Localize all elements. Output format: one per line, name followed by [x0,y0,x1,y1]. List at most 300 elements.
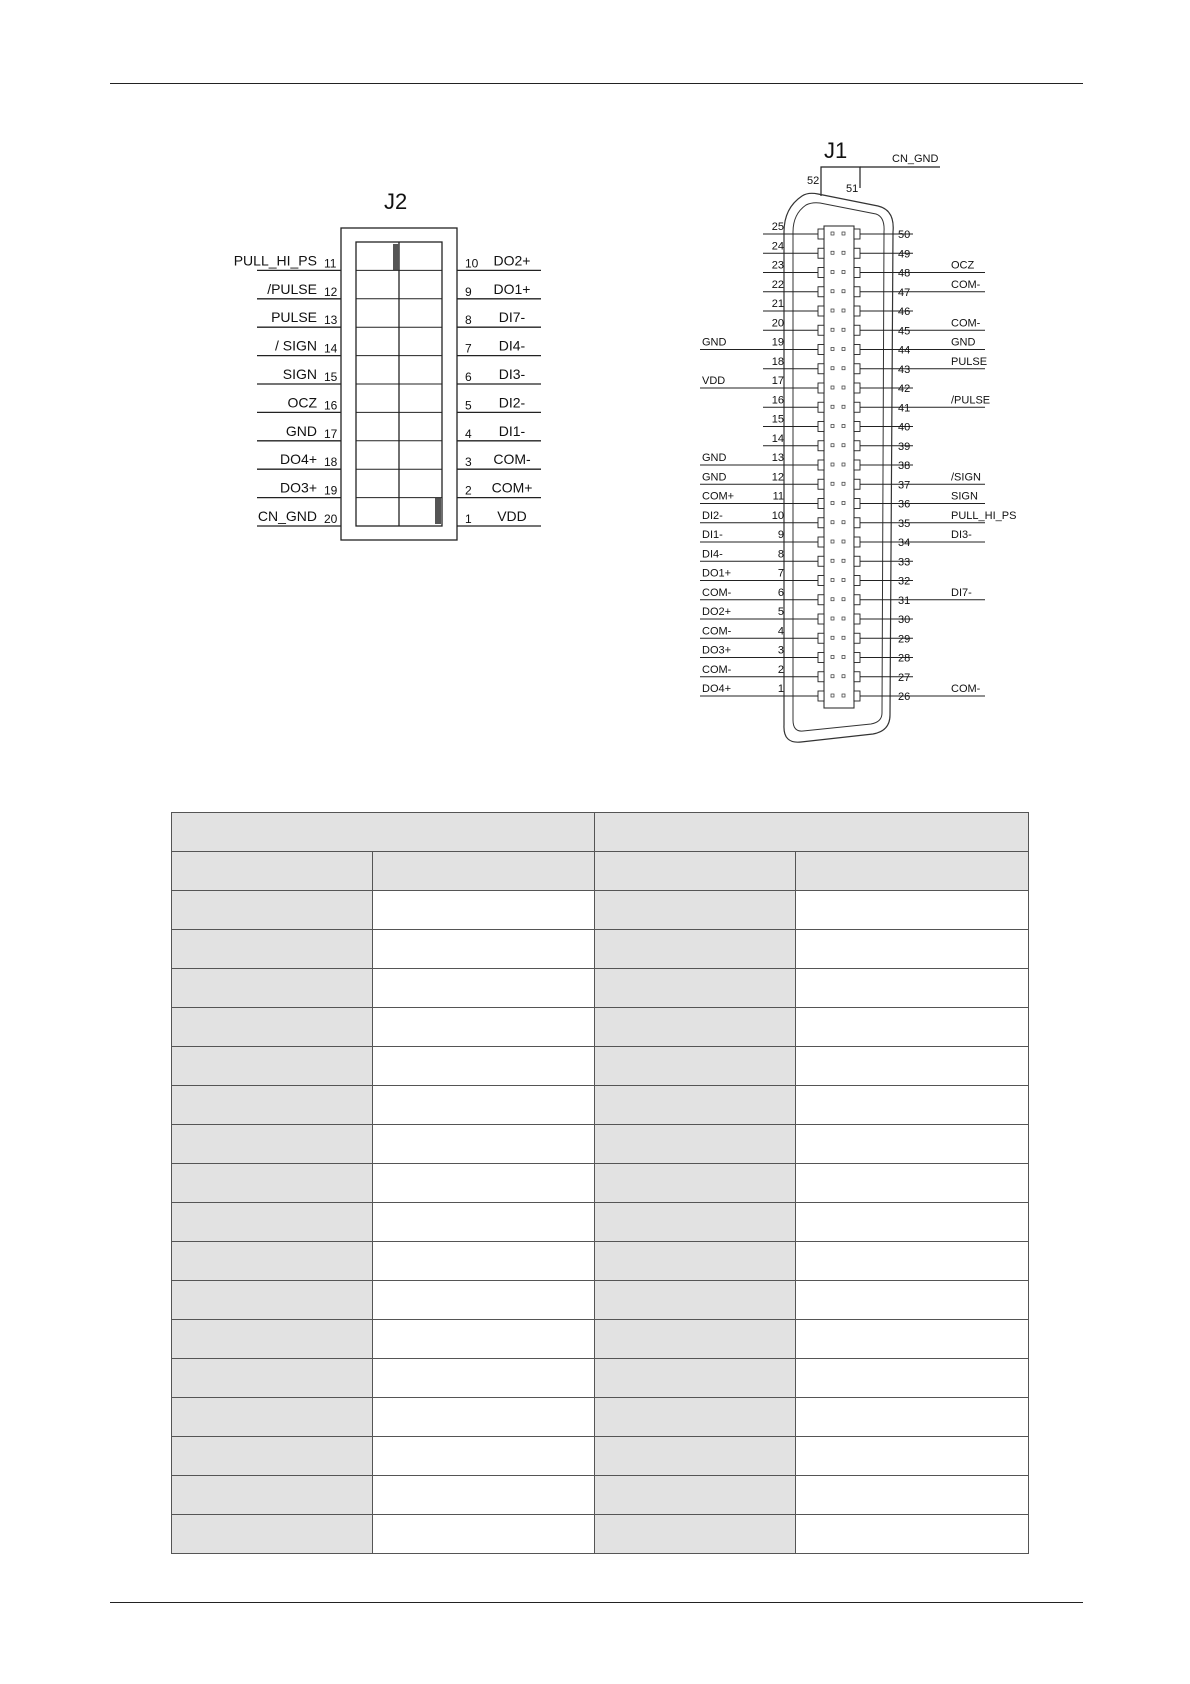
table-cell [796,1125,1029,1164]
table-cell [373,1047,595,1086]
j1-contact [818,345,824,355]
j1-pin-number: 10 [771,509,784,522]
table-cell [595,1437,796,1476]
table-cell [595,930,796,969]
j1-pin-number: 7 [777,567,784,580]
j2-pin-20 [257,508,341,526]
j1-shell-outer [784,193,893,742]
j1-pin-number: 36 [898,498,911,511]
j1-contact [854,653,860,663]
j1-pin-number: 37 [898,479,911,492]
j1-pin-name: PULL_HI_PS [951,509,1017,522]
table-cell [373,1476,595,1515]
table-cell [595,1398,796,1437]
table-cell [796,891,1029,930]
j1-pin-number: 42 [898,383,911,395]
j1-pin-name: COM- [951,278,981,291]
j1-pin-2 [700,664,834,682]
j1-contact-dot [831,540,834,543]
table-row [172,1047,1029,1086]
j1-pin-number: 15 [771,413,784,426]
table-cell [172,1008,373,1047]
j2-right-pins [457,252,541,526]
j1-pin-name: /SIGN [951,471,981,484]
table-cell [796,930,1029,969]
table-row [172,1515,1029,1554]
j1-pin-6 [700,587,834,605]
table-cell [373,1320,595,1359]
j1-pin-7 [700,568,834,586]
j1-contact-dot [831,232,834,235]
j1-contact [854,672,860,682]
j1-pin-23 [763,260,834,278]
j1-pin-24 [763,240,834,258]
table-column-header [172,852,373,891]
j1-pin-number: 13 [771,452,784,464]
pinout-diagram [0,0,1190,800]
j1-contact [854,595,860,605]
j1-pin-number: 48 [898,267,911,280]
j1-pin-25 [763,221,834,239]
table-cell [373,930,595,969]
table-cell [172,1359,373,1398]
j2-pin-name: DI3- [498,366,526,382]
table-cell [796,1515,1029,1554]
j1-contact [854,499,860,509]
j1-contact-dot [842,328,845,331]
j1-pin-49 [842,248,913,260]
j1-contact [854,383,860,393]
table-cell [373,1008,595,1047]
j1-pin-number: 30 [898,614,911,626]
j1-pin-number: 31 [898,594,911,607]
table-row [172,1437,1029,1476]
j1-pin-name: DI3- [951,529,972,541]
j2-pin-3 [457,451,541,469]
j1-contact [818,287,824,297]
j1-contact-dot [842,559,845,562]
j1-pin-35 [842,510,1016,530]
j1-pin-name: COM- [702,663,732,676]
j1-pin-number: 25 [771,221,784,233]
j1-pin-name: DO3+ [702,644,732,657]
j1-contact [854,287,860,297]
j1-pin-11 [700,491,834,509]
j1-pin-name: OCZ [951,259,975,272]
j1-pin-number: 6 [777,586,784,599]
table-cell [373,1203,595,1242]
table-cell [172,1203,373,1242]
j1-pin-name: VDD [702,375,726,387]
j2-pin-17 [257,423,442,441]
j2-pin-name: COM+ [491,479,533,496]
j2-pin-name: PULL_HI_PS [233,252,317,269]
j2-connector [234,189,541,540]
j1-pin-number: 34 [898,537,911,549]
j1-pin-number: 12 [771,471,784,484]
j1-contact [854,633,860,643]
j1-contact [818,325,824,335]
j1-contact-dot [842,540,845,543]
j1-pin-name: COM- [951,317,981,330]
j1-pin-name: GND [702,452,727,464]
j2-pin-name: /PULSE [267,280,317,297]
j1-pin-name: /PULSE [951,394,991,407]
table-cell [172,1515,373,1554]
j1-contact-dot [831,617,834,620]
j1-pin-34 [842,529,985,549]
j1-contact-dot [842,367,845,370]
j1-contact-dot [831,482,834,485]
j1-pin-name: GND [702,336,727,349]
j1-pin-30 [842,614,913,626]
table-column-header [595,852,796,891]
j1-contact-dot [842,617,845,620]
j2-pin-number: 10 [465,256,479,271]
j1-contact-dot [831,271,834,274]
j1-contact [818,229,824,239]
j2-pin-8 [457,309,541,327]
j1-pin-number: 40 [898,421,911,434]
j1-contact-dot [842,675,845,678]
j2-pin-13 [257,309,442,327]
j1-contact-dot [831,675,834,678]
j2-pin-number: 19 [324,483,338,498]
j1-contact-dot [831,636,834,639]
table-cell [373,1437,595,1476]
j2-pin-6 [457,366,541,384]
j1-contact [818,633,824,643]
j1-contact [818,364,824,374]
j1-contact [854,556,860,566]
j1-pin-number: 8 [777,548,784,561]
j1-pin-number: 28 [898,652,911,665]
table-row [172,1281,1029,1320]
table-cell [796,1164,1029,1203]
j1-pin-12 [700,471,834,489]
table-cell [796,1398,1029,1437]
table-cell [796,1359,1029,1398]
j2-pin-18 [257,451,442,469]
j1-contact-dot [842,482,845,485]
j1-contact [818,576,824,586]
j2-pin-number: 20 [324,512,338,526]
j2-pin-10 [457,252,541,270]
j1-contact [854,441,860,451]
j1-pin-name: COM- [702,586,732,599]
table-column-header-row [172,852,1029,891]
j2-pin-number: 12 [324,284,338,299]
j1-contact [818,441,824,451]
j2-pin-name: DO1+ [493,280,531,297]
j1-pin-number: 2 [777,663,784,676]
table-cell [595,1320,796,1359]
j1-contact [818,268,824,278]
table-cell [373,1164,595,1203]
table-cell [172,1242,373,1281]
j1-contact [818,422,824,432]
j1-contact [854,325,860,335]
j1-pin-19 [700,337,834,355]
j2-pin-number: 3 [465,455,472,470]
table-cell [595,1164,796,1203]
j1-pin-number: 19 [771,336,784,349]
j1-pin-16 [763,394,834,412]
j1-contact [854,614,860,624]
j2-pin-name: DO4+ [280,451,317,468]
j1-contact-dot [842,232,845,235]
j1-contact [854,364,860,374]
j2-pin-19 [257,480,442,498]
j1-pin-number: 46 [898,306,911,318]
j1-contact-dot [842,386,845,389]
j2-left-pins [234,252,442,526]
j1-pin-number: 44 [898,344,911,357]
j1-contact-dot [842,579,845,582]
j2-pin-7 [457,338,541,356]
table-cell [373,1281,595,1320]
j1-pin-13 [700,452,834,470]
j1-pin-26 [842,683,985,703]
table-row [172,1125,1029,1164]
table-cell [172,1047,373,1086]
j1-contact-dot [831,579,834,582]
j2-pin-number: 2 [465,483,472,498]
j1-contact-dot [842,521,845,524]
table-cell [595,1047,796,1086]
j1-contact-dot [842,309,845,312]
table-cell [595,1203,796,1242]
j1-pin-9 [700,529,834,547]
bottom-rule [110,1602,1083,1603]
j1-pin-45 [842,317,985,337]
j1-contact [818,499,824,509]
j1-pin-name: DO4+ [702,683,732,695]
j1-pin-27 [842,672,913,684]
j1-contact-dot [831,656,834,659]
j1-contact-dot [842,598,845,601]
j1-pin-8 [700,548,834,566]
table-cell [796,1242,1029,1281]
j1-pin-number: 14 [771,432,784,445]
table-cell [796,969,1029,1008]
j1-pin-29 [842,633,913,645]
j2-pin-name: DO3+ [280,479,317,496]
table-cell [373,1242,595,1281]
table-cell [796,1281,1029,1320]
j1-pin-28 [842,653,913,665]
j1-contact-dot [831,694,834,697]
pin-assignment-table [171,812,1029,1554]
j1-pin-number: 5 [777,606,784,618]
j1-pin-number: 21 [771,298,784,310]
table-row [172,930,1029,969]
j2-pin-number: 18 [324,455,338,470]
j2-pin-5 [457,394,541,412]
j1-pin-3 [700,645,834,663]
j1-pin-name: DI7- [951,586,972,599]
table-cell [595,969,796,1008]
j2-pin-name: DI4- [498,337,526,354]
table-cell [796,1437,1029,1476]
j1-connector [700,138,1016,742]
j1-pin-number: 11 [772,490,784,503]
j1-contact-dot [831,502,834,505]
j1-contact-dot [842,444,845,447]
j1-pin-33 [842,556,913,568]
table-row [172,1164,1029,1203]
j2-pin-name: GND [285,422,317,439]
j1-pin-48 [842,260,985,280]
j1-pin-number: 39 [898,440,911,453]
table-cell [172,1437,373,1476]
j1-pin-15 [763,414,834,432]
j2-pin-number: 8 [465,313,472,328]
j1-contact-dot [831,367,834,370]
j1-pin-name: COM- [702,625,732,638]
j1-pin-name: DI4- [702,548,723,561]
j2-pin-name: DO2+ [493,252,531,269]
j1-contact-dot [831,425,834,428]
j1-contact-dot [831,386,834,389]
table-cell [172,1125,373,1164]
table-row [172,891,1029,930]
j2-pin-number: 6 [465,370,472,384]
j1-pin-number: 35 [898,517,911,530]
j2-pin-number: 4 [465,426,472,441]
j1-pin-number: 33 [898,556,911,569]
j2-pin-name: COM- [493,451,531,468]
table-cell [373,1086,595,1125]
j2-pin-number: 7 [465,341,472,356]
j1-pin-number: 16 [771,394,784,407]
table-column-header [796,852,1029,891]
j1-right-pins [842,229,1016,703]
j1-pin-21 [763,298,834,316]
table-cell [595,1281,796,1320]
j1-contact [818,537,824,547]
table-cell [796,1203,1029,1242]
table-cell [595,1359,796,1398]
j1-contact [854,402,860,412]
table-cell [172,1476,373,1515]
j1-pin-number: 22 [771,278,784,291]
j1-contact [854,518,860,528]
j1-pin-name: SIGN [951,490,978,503]
j2-pin-15 [257,366,442,384]
table-cell [172,891,373,930]
j1-pin-42 [842,383,913,395]
j1-contact [818,595,824,605]
j1-pin-number: 47 [898,286,911,299]
j2-pin-number: 11 [324,256,337,271]
j1-contact-dot [831,348,834,351]
j1-pin-14 [763,433,834,451]
table-cell [595,1008,796,1047]
j1-contact [854,248,860,258]
table-cell [595,1515,796,1554]
j1-contact [854,229,860,239]
j2-pin-2 [457,480,541,498]
j1-contact-dot [831,251,834,254]
j2-pin-name: PULSE [271,309,317,326]
j1-contact [818,691,824,701]
j1-pin-number: 9 [777,529,784,541]
table-cell [373,1515,595,1554]
j1-pin-number: 24 [771,240,784,253]
j1-contact-dot [842,271,845,274]
j1-contact [818,653,824,663]
j1-contact [818,460,824,470]
j2-pin-number: 5 [465,398,472,413]
j2-pin-name: SIGN [282,366,317,382]
j1-pin-46 [842,306,913,318]
j1-contact-dot [831,444,834,447]
j1-contact-dot [831,463,834,466]
j1-pin-number: 4 [777,625,784,638]
table-group-header-row [172,813,1029,852]
j1-contact-dot [831,559,834,562]
j1-pin-number: 1 [777,683,784,695]
j1-contact [818,518,824,528]
j1-pin-number: 23 [771,259,784,272]
j1-pin-number: 27 [898,671,911,684]
table-cell [172,1398,373,1437]
j1-shell-inner [793,203,884,731]
j1-pin-40 [842,422,913,434]
j1-pin-32 [842,576,913,588]
j2-pin-number: 1 [465,512,472,526]
j1-pin-18 [763,356,834,374]
j1-pin-number: 43 [898,363,911,376]
j1-pin-31 [842,587,985,607]
j1-pin-50 [842,229,913,241]
j2-pin-name: DI2- [498,394,526,411]
table-cell [595,1476,796,1515]
j1-contact-dot [842,348,845,351]
j2-pin-9 [457,281,541,299]
j1-pin-10 [700,510,834,528]
j1-pin-number: 29 [898,633,911,646]
table-cell [796,1086,1029,1125]
table-cell [595,1242,796,1281]
j1-pin-number: 32 [898,575,911,588]
j1-contact [818,479,824,489]
table-group-header [595,813,1029,852]
j1-pin-name: GND [702,471,727,484]
table-cell [796,1047,1029,1086]
table-group-header [172,813,595,852]
table-cell [373,969,595,1008]
j1-contact [854,576,860,586]
table-cell [172,1320,373,1359]
j1-pin-name: COM+ [702,490,735,503]
j1-contact-dot [842,463,845,466]
j1-contact [854,306,860,316]
j1-contact-block [824,226,854,708]
j1-pin-43 [842,356,987,376]
j1-contact [818,614,824,624]
j1-pin-number: 3 [777,644,784,657]
j1-shell-label: CN_GND [892,153,939,165]
j2-title: J2 [384,189,408,214]
j1-contact-dot [842,636,845,639]
table-cell [172,969,373,1008]
j2-pin-name: DI1- [498,422,526,439]
table-cell [172,1164,373,1203]
j1-pin-39 [842,441,913,453]
j1-contact [854,268,860,278]
